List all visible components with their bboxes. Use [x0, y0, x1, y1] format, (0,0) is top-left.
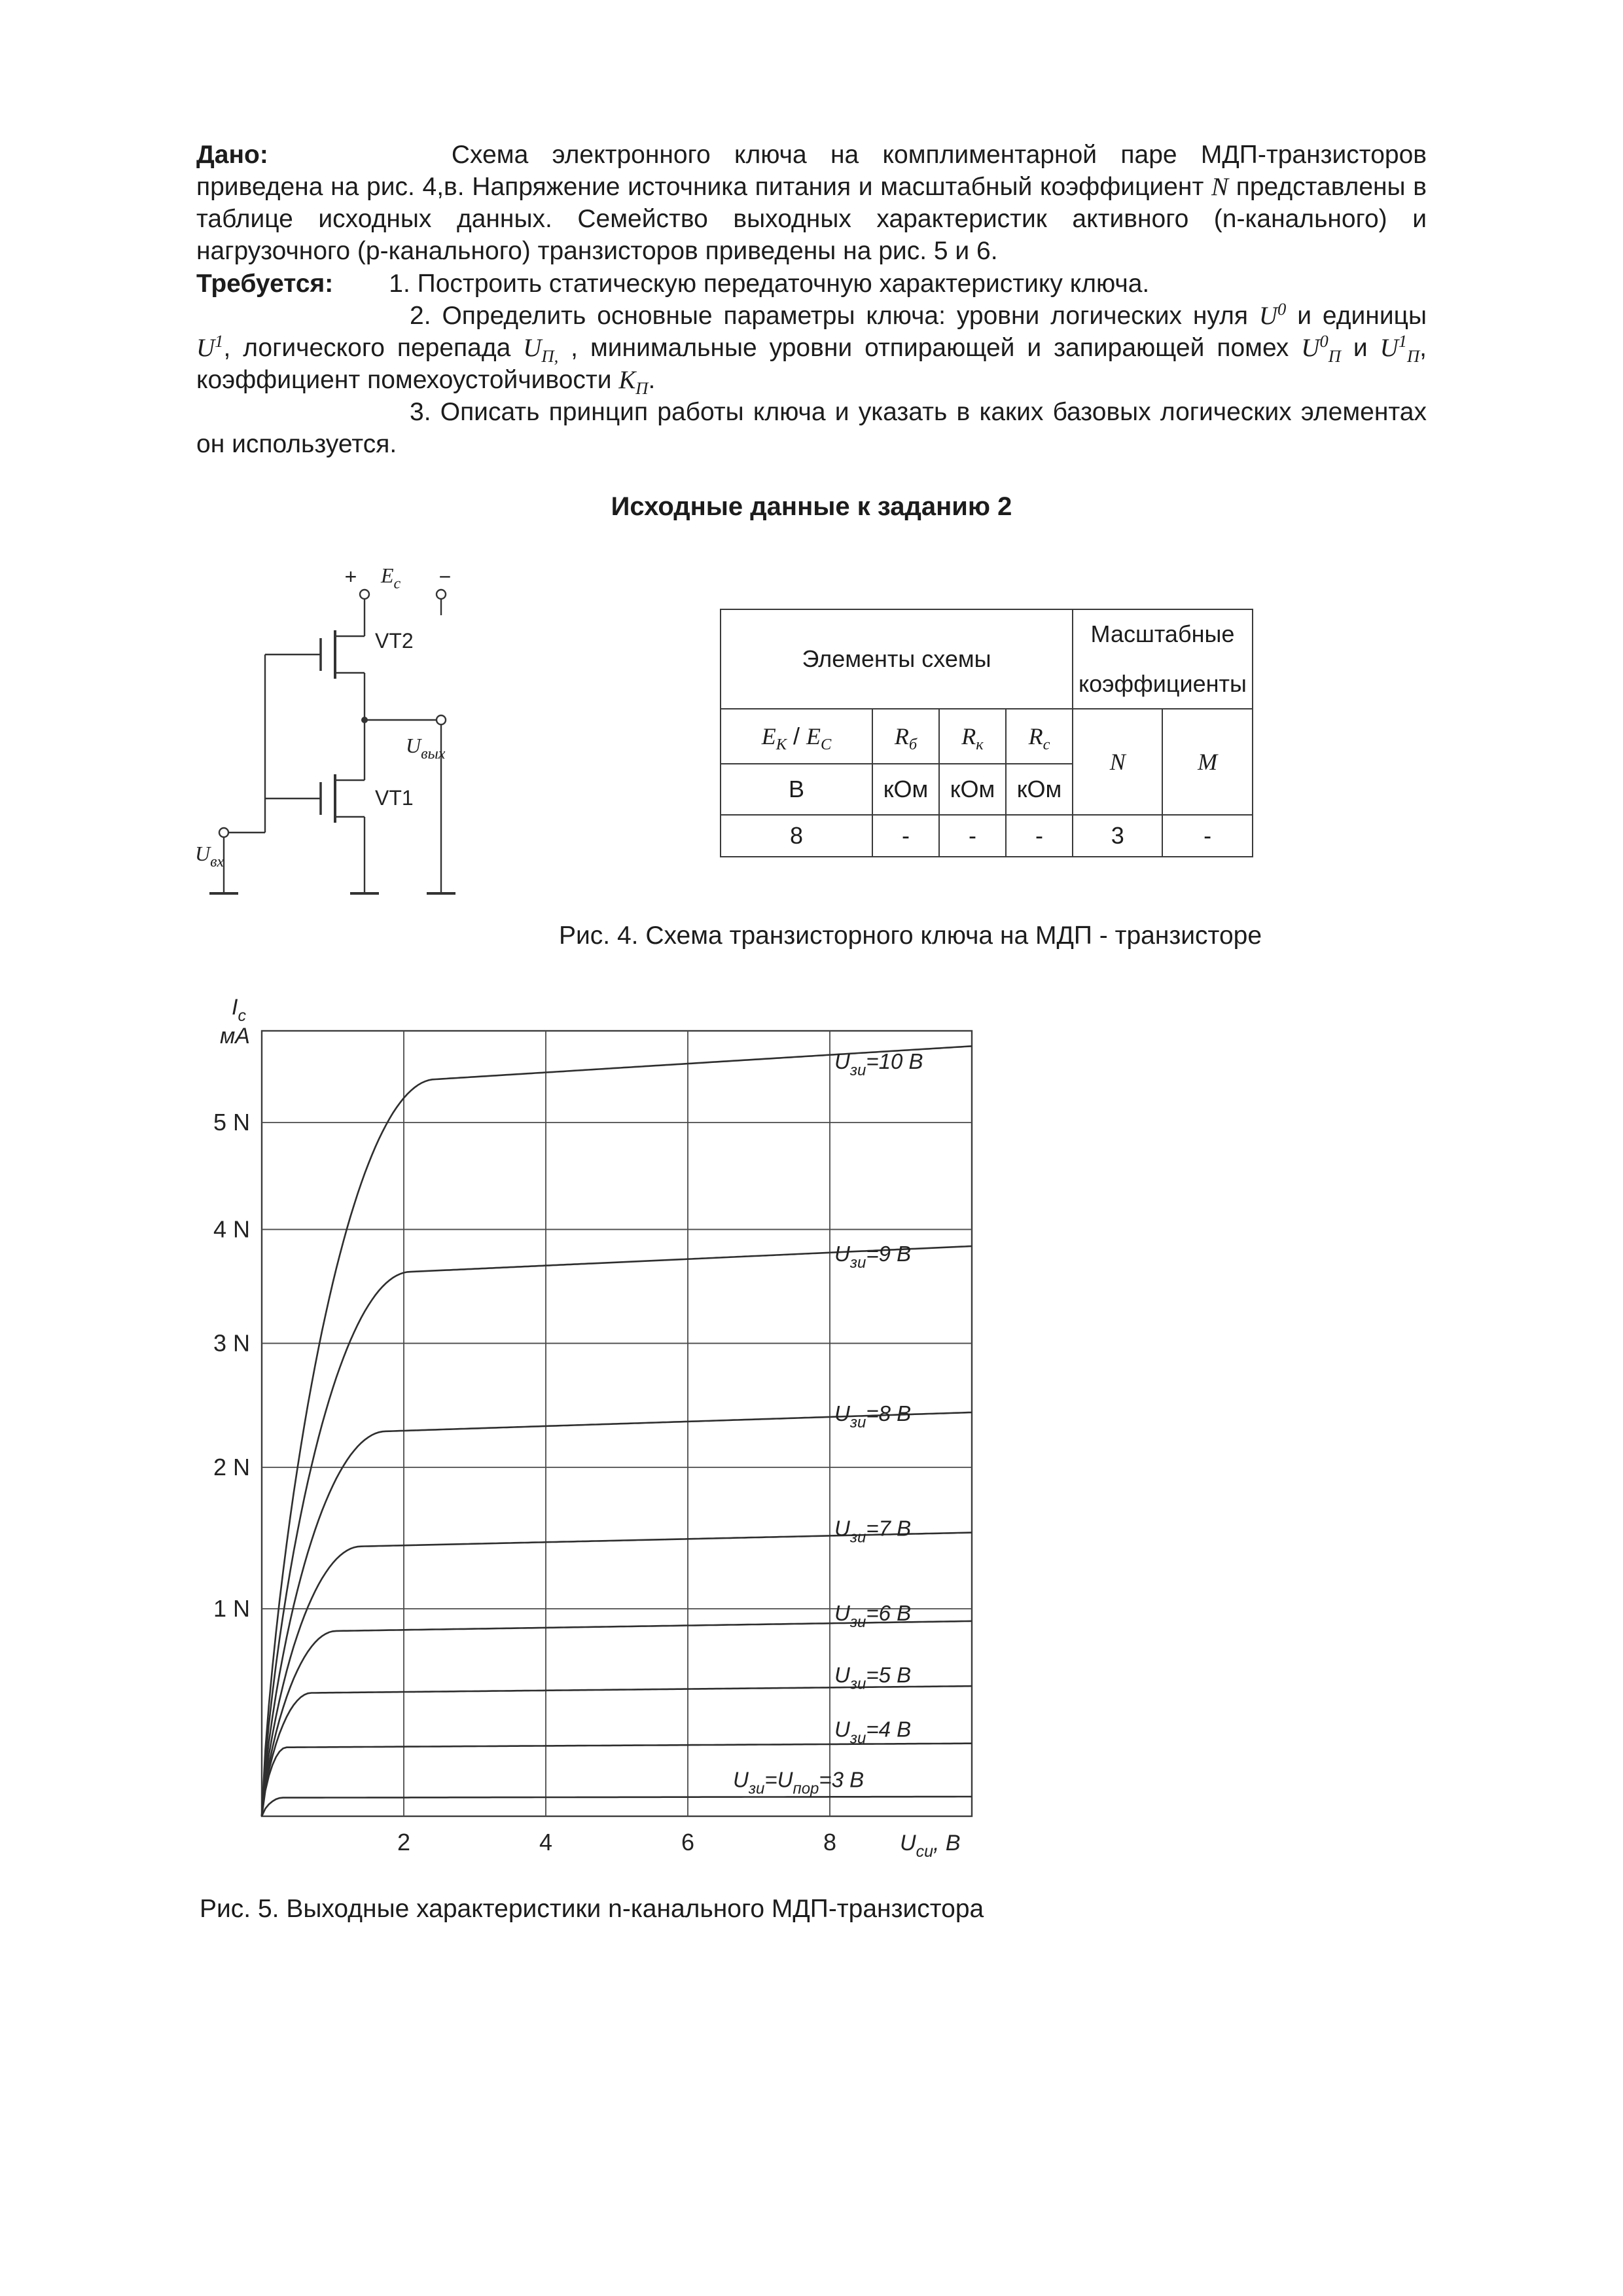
paragraph-required-2 [196, 300, 1427, 396]
x-tick-label: 8 [823, 1829, 837, 1856]
unit-cell: В [721, 764, 872, 815]
col-symbol-n: N [1073, 709, 1162, 815]
col-symbol-rk: $R_к$ [939, 709, 1006, 764]
paragraph-given [196, 139, 1427, 268]
section-heading: Исходные данные к заданию 2 [611, 492, 1012, 522]
required-item-3: 3. Описать принцип работы ключа и указать в каких базовых логических элементах он используется. [196, 398, 1427, 459]
output-curve-uzi-4 [262, 1744, 972, 1816]
table-header-elements: Элементы схемы [721, 609, 1073, 709]
supply-minus-terminal [437, 590, 446, 599]
task-text-block [196, 139, 1427, 524]
y-tick-label: 4 N [213, 1215, 250, 1243]
value-cell: 8 [721, 815, 872, 857]
value-cell: 3 [1073, 815, 1162, 857]
col-symbol-rb: $R_б$ [872, 709, 939, 764]
value-cell: - [1162, 815, 1252, 857]
curve-label-uzi-6: $U_{зи}=6$ В [834, 1600, 912, 1631]
unit-cell: кОм [1006, 764, 1073, 815]
required-item-1: 1. Построить статическую передаточную характеристику ключа. [389, 269, 1150, 298]
curve-label-uzi-8: $U_{зи}=8$ В [834, 1401, 912, 1431]
col-symbol-ek-ec: $E_К / E_С$ [721, 709, 872, 764]
given-label: Дано: [196, 141, 268, 169]
x-tick-label: 6 [681, 1829, 695, 1856]
required-label: Требуется: [196, 269, 334, 298]
supply-plus-terminal [360, 590, 369, 599]
output-curve-uzi-3 [262, 1797, 972, 1816]
required-item-2: 2. Определить основные параметры ключа: уровни логических нуля $U^0$ и единицы $U^1$, логического перепада $U_{П,}$ , минимальные уровни отпирающей и запирающей помех $U^0_П$ и $U^1_П$, коэффициент помехоустойчивости $К_П$. [196, 298, 1427, 398]
table-header-coefficients: Масштабные коэффициенты [1073, 609, 1253, 709]
fig4-schematic [190, 563, 517, 929]
curve-label-uzi-4: $U_{зи}=4$ В [834, 1717, 912, 1748]
fig4-caption: Рис. 4. Схема транзисторного ключа на МДП - транзисторе [559, 922, 1262, 950]
supply-plus-label: + [344, 565, 357, 588]
input-terminal [219, 828, 228, 837]
paragraph-required-1 [196, 268, 1427, 300]
unit-cell: кОм [939, 764, 1006, 815]
y-tick-label: 3 N [213, 1329, 250, 1357]
output-curve-uzi-7 [262, 1533, 972, 1816]
value-cell: - [1006, 815, 1073, 857]
u-out-label: $U_{вых}$ [406, 734, 446, 762]
y-tick-label: 2 N [213, 1453, 250, 1480]
curve-label-uzi-3: $U_{зи}=U_{пор}=3$ В [733, 1767, 865, 1798]
curve-label-uzi-10: $U_{зи}=10$ В [834, 1049, 923, 1079]
y-tick-label: 1 N [213, 1595, 250, 1623]
supply-minus-label: − [438, 565, 452, 588]
col-symbol-rc: $R_с$ [1006, 709, 1073, 764]
curve-label-uzi-9: $U_{зи}=9$ В [834, 1242, 912, 1272]
x-tick-label: 2 [397, 1829, 411, 1856]
fig5-chart [190, 995, 1008, 1872]
value-cell: - [872, 815, 939, 857]
fig5-caption: Рис. 5. Выходные характеристики n-канального МДП-транзистора [200, 1895, 984, 1923]
col-symbol-m: M [1162, 709, 1252, 815]
unit-cell: кОм [872, 764, 939, 815]
x-axis-title: $U_{си}$, В [900, 1831, 961, 1861]
u-in-label: $U_{вх}$ [195, 842, 224, 870]
output-curve-uzi-6 [262, 1621, 972, 1816]
y-axis-title-line1: $I_с$ [232, 995, 246, 1025]
x-tick-label: 4 [539, 1829, 553, 1856]
given-text: Схема электронного ключа на комплиментарной паре МДП-транзисторов приведена на рис. 4,в. Напряжение источника питания и масштабный коэффициент N представлены в таблице исходных данных. Семейство выходных характеристик активного (n-канального) и нагрузочного (p-канального) транзисторов приведены на рис. 5 и 6. [196, 141, 1427, 266]
vt1-label: VT1 [375, 786, 414, 810]
y-tick-label: 5 N [213, 1109, 250, 1136]
supply-label: $E_с$ [381, 564, 401, 592]
output-terminal [437, 715, 446, 725]
output-node-dot [361, 717, 368, 723]
paragraph-required-3 [196, 396, 1427, 460]
vt2-label: VT2 [375, 629, 414, 653]
curve-label-uzi-5: $U_{зи}=5$ В [834, 1662, 912, 1693]
value-cell: - [939, 815, 1006, 857]
input-data-table [720, 609, 1253, 857]
curve-label-uzi-7: $U_{зи}=7$ В [834, 1516, 912, 1547]
y-axis-title-line2: мА [220, 1024, 250, 1049]
